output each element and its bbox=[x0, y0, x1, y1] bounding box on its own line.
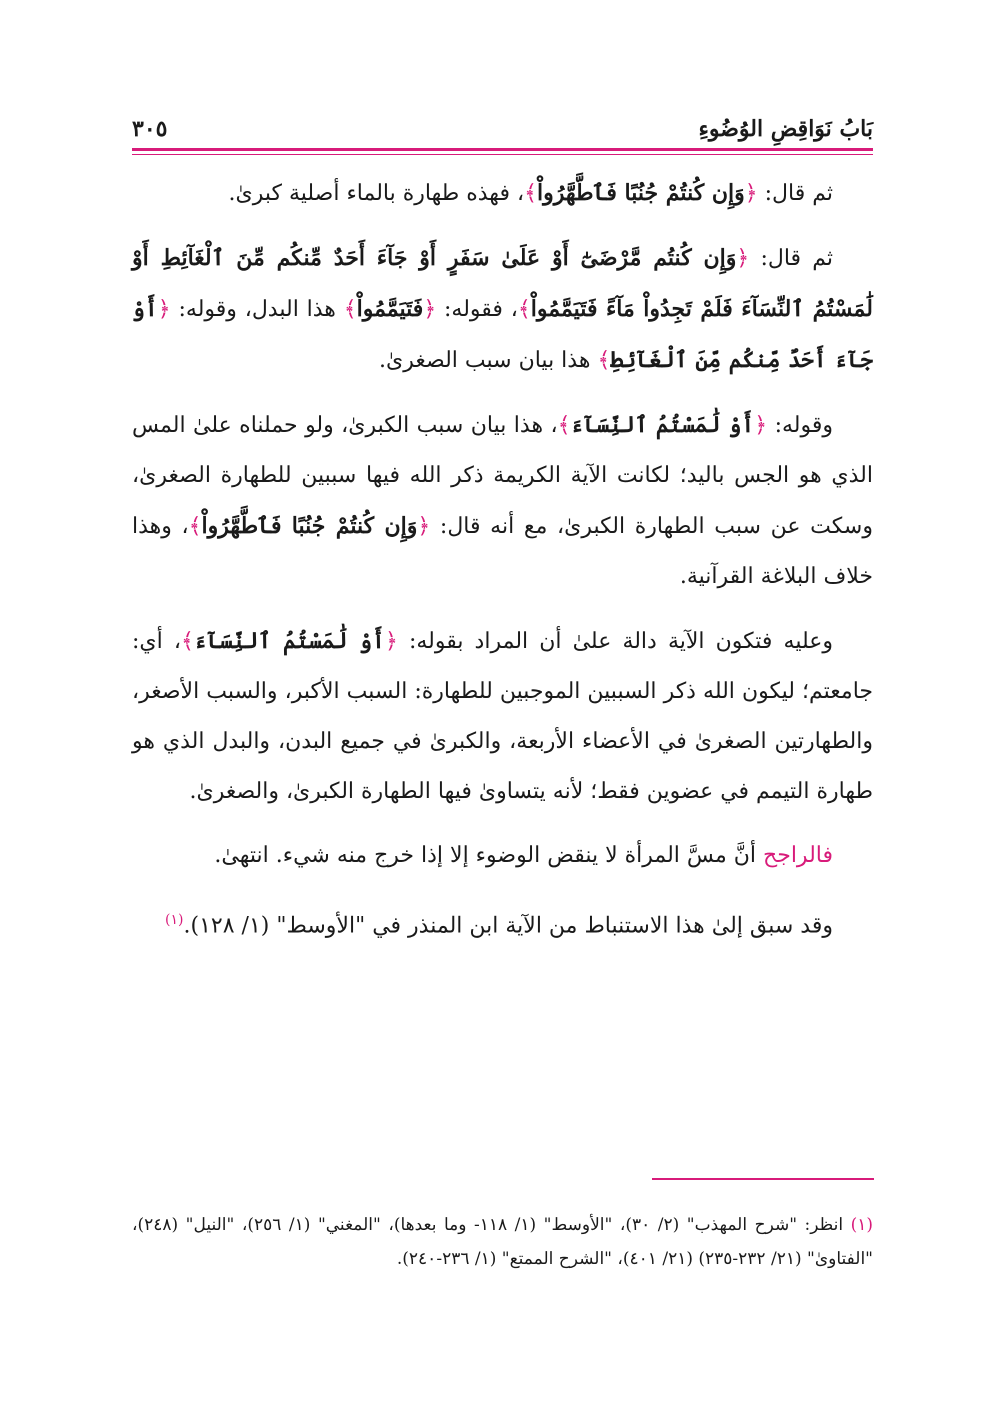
quran-open-ornament: ﴿ bbox=[157, 297, 171, 322]
footnotes bbox=[132, 1208, 873, 1276]
chapter-title: بَابُ نَوَاقِضِ الوُضُوءِ bbox=[698, 116, 873, 142]
header-rule-thick bbox=[132, 148, 873, 151]
footnote-reference[interactable]: (١) bbox=[165, 912, 184, 928]
page-number: ٣٠٥ bbox=[132, 116, 168, 142]
quran-close-ornament: ﴾ bbox=[343, 297, 357, 322]
footnote-separator bbox=[652, 1178, 874, 1180]
quran-close-ornament: ﴾ bbox=[524, 181, 537, 206]
quran-close-ornament: ﴾ bbox=[517, 297, 531, 322]
quran-open-ornament: ﴿ bbox=[384, 629, 398, 654]
quran-open-ornament: ﴿ bbox=[423, 297, 437, 322]
quran-verse: وَإِن كُنتُمْ جُنُبًا فَٱطَّهَّرُواْ bbox=[536, 180, 745, 206]
text: ، فقوله: bbox=[436, 297, 518, 322]
paragraph-1 bbox=[132, 168, 873, 219]
quran-open-ornament: ﴿ bbox=[736, 246, 750, 271]
quran-close-ornament: ﴾ bbox=[557, 413, 571, 438]
text: ثم قال: bbox=[757, 181, 833, 206]
text: ثم قال: bbox=[749, 246, 833, 271]
text: وقوله: bbox=[767, 413, 833, 438]
text: هذا البدل، وقوله: bbox=[170, 297, 344, 322]
text: وعليه فتكون الآية دالة علىٰ أن المراد بقوله: bbox=[397, 629, 833, 654]
text: أنَّ مسَّ المرأة لا ينقض الوضوء إلا إذا خرج منه شيء. انتهىٰ. bbox=[214, 843, 764, 868]
quran-verse: أَوْ جَآءَ أَحَدٌ مِّنكُم مِّنَ ٱلْغَآئِطِ bbox=[132, 296, 873, 373]
quran-verse: فَتَيَمَّمُواْ bbox=[356, 296, 424, 322]
paragraph-3 bbox=[132, 400, 873, 602]
paragraph-5 bbox=[132, 831, 873, 881]
text: ، أي: جامعتم؛ ليكون الله ذكر السببين الموجبين للطهارة: السبب الأكبر، والسبب الأصغر، والطهارتين الصغرىٰ في الأعضاء الأربعة، والكبرىٰ في جميع البدن، والبدل الذي هو طهارة التيمم في عضوين فقط؛ لأنه يتساوىٰ فيها الطهارة الكبرىٰ، والصغرىٰ. bbox=[132, 629, 873, 804]
text: ، وهذا خلاف البلاغة القرآنية. bbox=[132, 514, 873, 589]
quran-open-ornament: ﴿ bbox=[417, 514, 431, 539]
text: وقد سبق إلىٰ هذا الاستنباط من الآية ابن المنذر في "الأوسط" (١/ ١٢٨). bbox=[183, 913, 833, 939]
header-rule-thin bbox=[132, 154, 873, 155]
quran-verse: وَإِن كُنتُمْ جُنُبًا فَٱطَّهَّرُواْ bbox=[201, 513, 418, 539]
quran-verse: وَإِن كُنتُم مَّرْضَىٰٓ أَوْ عَلَىٰ سَفَرٍ أَوْ جَآءَ أَحَدٌ مِّنكُم مِّنَ ٱلْغَآئِطِ أَوْ لَٰمَسْتُمُ ٱلنِّسَآءَ فَلَمْ تَجِدُواْ مَآءً فَتَيَمَّمُواْ bbox=[132, 245, 873, 322]
footnote-text: انظر: "شرح المهذب" (٢/ ٣٠)، "الأوسط" (١/ ١١٨- وما بعدها)، "المغني" (١/ ٢٥٦)، "النيل" (٢٤٨)، "الفتاوىٰ" (٢١/ ٢٣٢-٢٣٥) (٢١/ ٤٠١)، "الشرح الممتع" (١/ ٢٣٦-٢٤٠). bbox=[132, 1215, 873, 1269]
paragraph-6 bbox=[132, 895, 873, 951]
text: ، فهذه طهارة بالماء أصلية كبرىٰ. bbox=[228, 181, 525, 206]
text: ، هذا بيان سبب الكبرىٰ، ولو حملناه علىٰ المس الذي هو الجس باليد؛ لكانت الآية الكريمة ذكر الله فيها سببين للطهارة الصغرىٰ، وسكت عن سبب الطهارة الكبرىٰ، مع أنه قال: bbox=[132, 413, 873, 539]
quran-verse: أَوْ لَٰمَسْتُمُ ٱلنِّسَآءَ bbox=[193, 628, 385, 654]
quran-close-ornament: ﴾ bbox=[597, 348, 611, 373]
main-text bbox=[132, 168, 873, 965]
quran-open-ornament: ﴿ bbox=[754, 413, 768, 438]
paragraph-2 bbox=[132, 233, 873, 386]
highlight-word: فالراجح bbox=[763, 843, 833, 868]
quran-verse: أَوْ لَٰمَسْتُمُ ٱلنِّسَآءَ bbox=[570, 412, 755, 438]
page-header bbox=[132, 110, 873, 148]
quran-open-ornament: ﴿ bbox=[744, 181, 758, 206]
paragraph-4 bbox=[132, 616, 873, 817]
text: هذا بيان سبب الصغرىٰ. bbox=[379, 348, 598, 373]
footnote-number: (١) bbox=[850, 1215, 873, 1235]
quran-close-ornament: ﴾ bbox=[180, 629, 194, 654]
quran-close-ornament: ﴾ bbox=[188, 514, 202, 539]
